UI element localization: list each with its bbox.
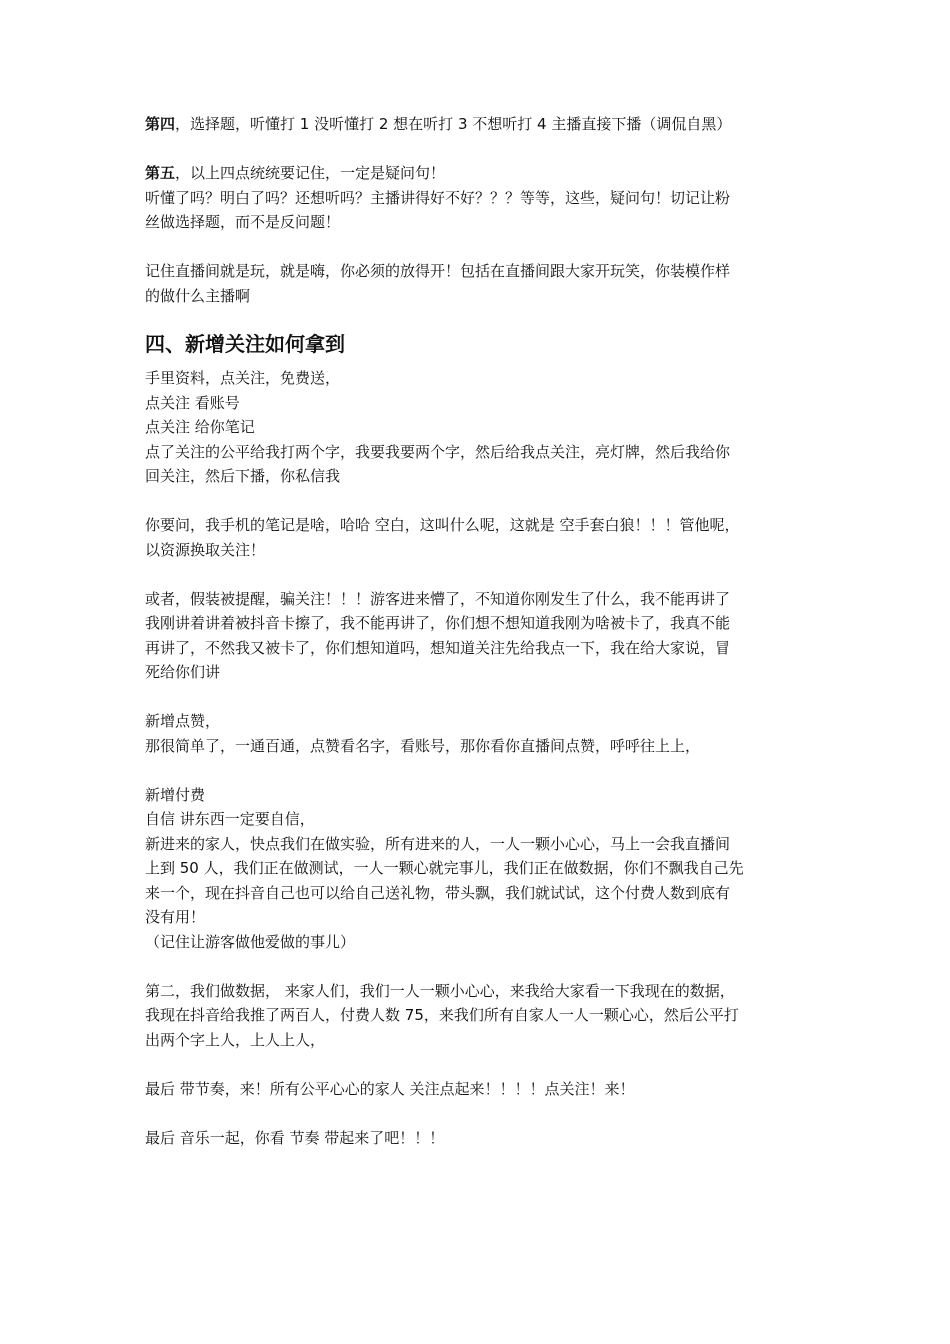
point-five-text: ，以上四点统统要记住，一定是疑问句！ (175, 164, 446, 182)
paragraph-gap (145, 1052, 815, 1077)
text-line: 没有用！ (145, 908, 206, 926)
paragraph-point-four (145, 112, 815, 137)
point-four-label: 第四 (145, 115, 176, 133)
text-line: 回关注，然后下播，你私信我 (145, 467, 341, 485)
text-line: 出两个字上人，上人上人， (145, 1030, 326, 1049)
text-line: 死给你们讲 (145, 663, 221, 681)
text-line: 最后 带节奏，来！所有公平心心的家人 关注点起来！！！！点关注！来！ (145, 1079, 635, 1098)
paragraph-gap (145, 562, 815, 587)
paragraph-gap (145, 235, 815, 260)
paragraph-gap (145, 758, 815, 783)
paragraph-gap (145, 1101, 815, 1126)
point-four-text: ，选择题，听懂打 1 没听懂打 2 想在听打 3 不想听打 4 主播直接下播（调侃自黑） (175, 115, 732, 133)
text-line: 的做什么主播啊 (145, 286, 251, 305)
text-line: 我刚讲着讲着被抖音卡擦了，我不能再讲了，你们想不想知道我刚为啥被卡了，我真不能 (145, 614, 731, 632)
text-line: 我现在抖音给我推了两百人，付费人数 75，来我们所有自家人一人一颗心心，然后公平打 (145, 1006, 739, 1024)
text-line: 上到 50 人，我们正在做测试，一人一颗心就完事儿，我们正在做数据，你们不飘我自己先 (145, 859, 744, 877)
paragraph-gap (145, 489, 815, 514)
text-line: 或者，假装被提醒，骗关注！！！游客进来懵了，不知道你刚发生了什么，我不能再讲了 (145, 589, 731, 608)
section-four-to-five (145, 112, 815, 308)
text-line: 点关注 看账号 (145, 393, 240, 412)
text-line: 点了关注的公平给我打两个字，我要我要两个字，然后给我点关注，亮灯牌，然后我给你 (145, 442, 731, 461)
section-heading: 四、新增关注如何拿到 (145, 332, 345, 356)
text-line: 丝做选择题，而不是反问题！ (145, 213, 341, 231)
text-line: 新增点赞， (145, 712, 221, 730)
text-line: 记住直播间就是玩，就是嗨，你必须的放得开！包括在直播间跟大家开玩笑，你装模作样 (145, 262, 731, 280)
text-line: 新增付费 (145, 785, 206, 804)
section-new-followers (145, 366, 815, 1150)
text-line: 最后 音乐一起，你看 节奏 带起来了吧！！！ (145, 1128, 445, 1147)
text-line: （记住让游客做他爱做的事儿） (145, 932, 356, 951)
text-line: 自信 讲东西一定要自信， (145, 810, 315, 828)
text-line: 以资源换取关注！ (145, 540, 266, 559)
text-line: 来一个，现在抖音自己也可以给自己送礼物，带头飘，我们就试试，这个付费人数到底有 (145, 883, 731, 902)
text-line: 再讲了，不然我又被卡了，你们想知道吗，想知道关注先给我点一下，我在给大家说，冒 (145, 638, 731, 657)
paragraph-gap (145, 685, 815, 710)
text-line: 点关注 给你笔记 (145, 418, 255, 436)
text-line: 你要问，我手机的笔记是啥，哈哈 空白，这叫什么呢，这就是 空手套白狼！！！管他呢， (145, 516, 740, 534)
paragraph-point-five (145, 161, 815, 186)
text-line: 听懂了吗？明白了吗？还想听吗？主播讲得好不好？？？等等，这些，疑问句！切记让粉 (145, 188, 731, 207)
text-line: 第二，我们做数据， 来家人们，我们一人一颗小心心，来我给大家看一下我现在的数据， (145, 981, 735, 1000)
text-line: 手里资料，点关注，免费送， (145, 369, 341, 387)
text-line: 新进来的家人，快点我们在做实验，所有进来的人，一人一颗小心心，马上一会我直播间 (145, 834, 731, 853)
paragraph-gap (145, 954, 815, 979)
document-page (145, 112, 815, 1150)
paragraph-gap (145, 137, 815, 162)
text-line: 那很简单了，一通百通，点赞看名字，看账号，那你看你直播间点赞，呼呼往上上， (145, 736, 701, 755)
point-five-label: 第五 (145, 164, 176, 182)
